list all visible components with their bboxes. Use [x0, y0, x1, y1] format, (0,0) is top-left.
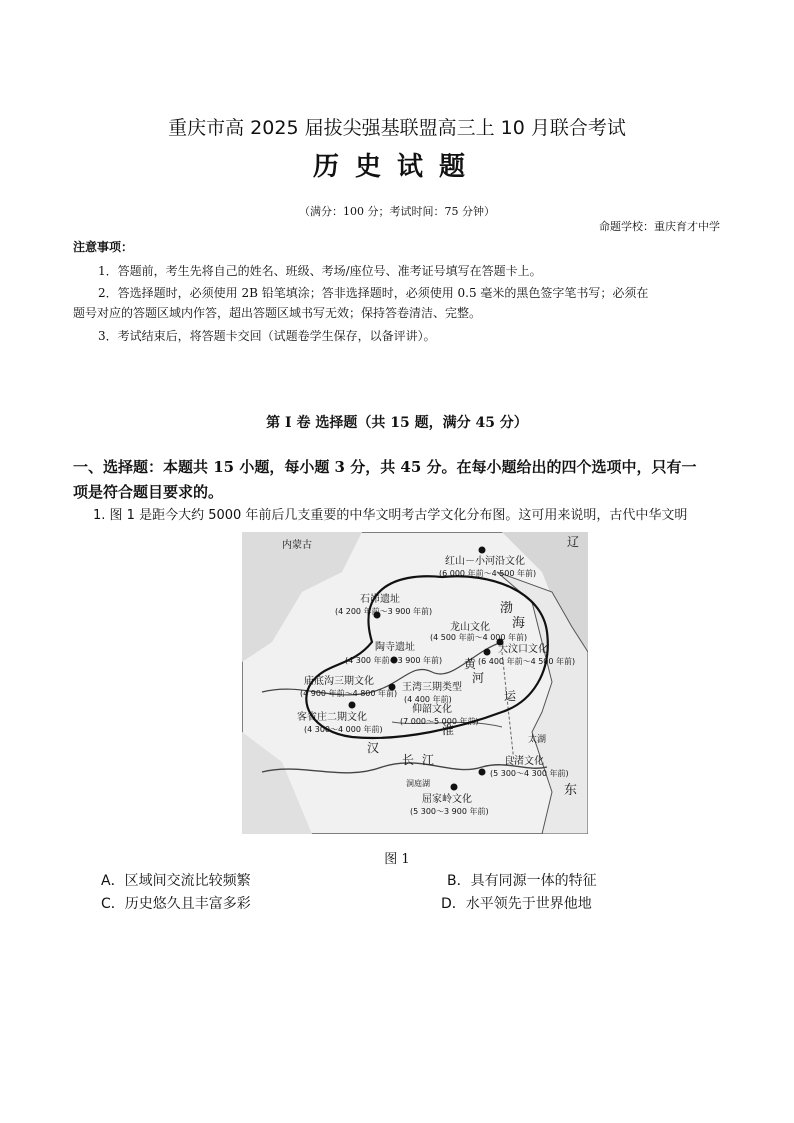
section-title: 第 I 卷 选择题（共 15 题，满分 45 分） — [266, 415, 528, 431]
map-label: (4 500 年前～4 000 年前) — [430, 633, 528, 642]
map-label: 辽 — [567, 535, 580, 549]
site-dot — [479, 547, 486, 554]
map-label: (4 300～4 000 年前) — [304, 725, 383, 734]
map-label: 内蒙古 — [282, 540, 312, 551]
note-item: 2．答选择题时，必须使用 2B 铅笔填涂；答非选择题时，必须使用 0.5 毫米的黑色签字笔书写；必须在 — [98, 286, 649, 300]
map-label: 江 — [422, 753, 435, 767]
map-label: 东 — [564, 783, 578, 798]
map-label: 黄 — [464, 657, 477, 671]
site-dot — [349, 702, 356, 709]
site-dot — [451, 784, 458, 791]
map-label: 龙山文化 — [450, 622, 490, 633]
map-label: 洞庭湖 — [406, 779, 430, 788]
setter-school: 命题学校：重庆育才中学 — [599, 220, 720, 233]
map-label: 石峁遗址 — [360, 594, 400, 605]
site-dot — [484, 649, 491, 656]
option-b: B．具有同源一体的特征 — [447, 873, 597, 889]
map-label: (6 400 年前～4 500 年前) — [478, 657, 576, 666]
map-label: 庙底沟三期文化 — [304, 676, 374, 687]
subject-title: 历史试题 — [312, 152, 481, 182]
map-label: (5 300～3 900 年前) — [410, 807, 489, 816]
option-d: D．水平领先于世界他地 — [441, 896, 592, 912]
map-label: 长 — [402, 753, 415, 767]
note-item: 3．考试结束后，将答题卡交回（试题卷学生保存，以备评讲）。 — [98, 329, 436, 343]
map-label: 海 — [512, 616, 526, 631]
map-label: 太湖 — [528, 735, 547, 745]
exam-meta: （满分：100 分；考试时间：75 分钟） — [299, 205, 495, 218]
question-stem: 1. 图 1 是距今大约 5000 年前后几支重要的中华文明考古学文化分布图。这可用来说明，古代中华文明 — [93, 508, 688, 523]
part-instructions: 一、选择题：本题共 15 小题，每小题 3 分，共 45 分。在每小题给出的四个选项中，只有一 — [73, 458, 697, 476]
map-label: 屈家岭文化 — [422, 794, 472, 805]
culture-distribution-map — [242, 532, 588, 834]
map-label: 河 — [472, 671, 485, 685]
map-label: 红山－小河沿文化 — [445, 556, 525, 567]
figure-caption: 图 1 — [384, 852, 410, 867]
map-label: (4 400 年前) — [404, 695, 452, 704]
option-c: C．历史悠久且丰富多彩 — [101, 896, 251, 912]
map-label: 客省庄二期文化 — [297, 712, 367, 723]
map-label: (4 200 年前～3 900 年前) — [335, 607, 433, 616]
part-instructions-cont: 项是符合题目要求的。 — [73, 483, 224, 501]
note-item: 题号对应的答题区域内作答，超出答题区域书写无效；保持答卷清洁、完整。 — [73, 306, 482, 320]
map-label: (7 000～5 000 年前) — [400, 717, 479, 726]
map-label: (4 300 年前～3 900 年前) — [345, 656, 443, 665]
map-label: 运 — [504, 689, 517, 703]
map-label: 仰韶文化 — [412, 704, 452, 715]
map-label: 大汶口文化 — [498, 644, 548, 655]
map-label: (6 000 年前～4 500 年前) — [439, 569, 537, 578]
map-label: 淮 — [442, 723, 455, 737]
exam-title: 重庆市高 2025 届拔尖强基联盟高三上 10 月联合考试 — [168, 117, 626, 139]
option-a: A．区域间交流比较频繁 — [101, 873, 251, 889]
map-label: 王湾三期类型 — [402, 682, 462, 693]
map-label: (4 900 年前～4 800 年前) — [300, 689, 398, 698]
note-item: 1．答题前，考生先将自己的姓名、班级、考场/座位号、准考证号填写在答题卡上。 — [98, 264, 542, 278]
site-dot — [479, 769, 486, 776]
map-label: (5 300～4 300 年前) — [490, 769, 569, 778]
notes-heading: 注意事项： — [73, 240, 134, 254]
map-label: 良渚文化 — [504, 756, 544, 767]
map-label: 陶寺遗址 — [375, 642, 415, 653]
map-label: 汉 — [367, 741, 380, 755]
map-label: 渤 — [500, 601, 514, 616]
